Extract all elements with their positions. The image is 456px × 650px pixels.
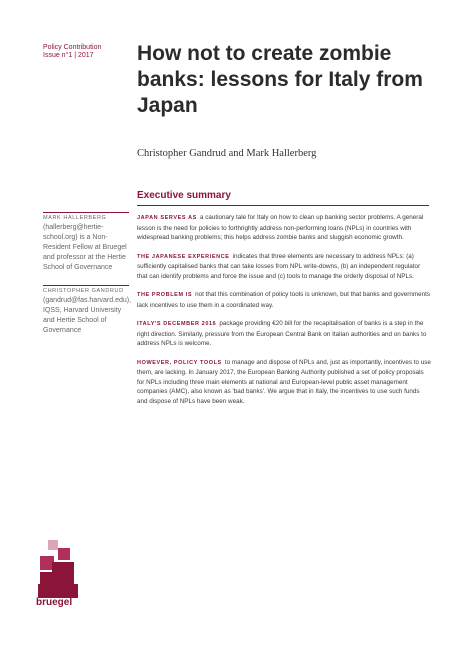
author-bio-1 [43, 212, 129, 273]
paragraph-text: a cautionary tale for Italy on how to clean up banking sector problems. A general lesson is the need for policies to forthrightly address non-performing loans (NPLs) in countries with widespread banking problems; this helps address zombie banks and sluggish economic growth. [137, 214, 424, 241]
executive-summary-heading: Executive summary [137, 190, 231, 201]
paragraph-lead: HOWEVER, POLICY TOOLS [137, 359, 222, 366]
summary-paragraph [137, 358, 431, 407]
paragraph-lead: THE PROBLEM IS [137, 292, 193, 298]
bio-divider [43, 212, 129, 213]
paragraph-text: not that this combination of policy tools is unknown, but that banks and governments lack incentives to use them in a coordinated way. [137, 291, 431, 309]
paragraph-lead: JAPAN SERVES AS [137, 215, 197, 221]
issue-number: Issue n°1 | 2017 [43, 52, 94, 59]
summary-paragraph [137, 252, 431, 282]
paragraph-lead: ITALY'S DECEMBER 2016 [137, 321, 217, 327]
paragraph-text: to manage and dispose of NPLs and, just as importantly, incentives to use them, are lacking. In January 2017, the European Banking Authority published a set of policy proposals for NPLs including three main elements at national and European-level public asset management companies (AMC), also known as 'bad banks'. We argue that in Italy, the incentives to use such funds and dispose of NPLs have been weak. [137, 358, 431, 405]
executive-summary-body [137, 213, 431, 415]
series-label [43, 44, 101, 60]
paragraph-text: package providing €20 bill for the recapitalisation of banks is a step in the right direction. Similarly, pressure from the European Central Bank on Italian authorities and on banks to address NPLs is welcome. [137, 320, 427, 347]
summary-paragraph [137, 290, 431, 310]
author-bio-text: (hallerberg@hertie-school.org) is a Non-Resident Fellow at Bruegel and professor at the Hertie School of Governance [43, 224, 127, 271]
paragraph-lead: THE JAPANESE EXPERIENCE [137, 253, 230, 260]
author-bio-2 [43, 285, 132, 336]
heading-divider [137, 205, 429, 206]
page-title: How not to create zombie banks: lessons for Italy from Japan [137, 42, 423, 117]
author-bio-text: (gandrud@fas.harvard.edu), IQSS, Harvard University and Hertie School of Governance [43, 297, 132, 334]
author-line: Christopher Gandrud and Mark Hallerberg [137, 148, 317, 159]
paragraph-text: indicates that three elements are necessary to address NPLs: (a) sufficiently capitalised banks that can take losses from NPL write-downs, (b) an independent regulator that can identify problems and force the issue and (c) tools to manage the orderly disposal of NPLs. [137, 252, 421, 280]
author-bio-name: MARK HALLERBERG [43, 215, 107, 221]
bio-divider [43, 285, 129, 286]
logo-wordmark: bruegel [36, 597, 73, 608]
summary-paragraph [137, 213, 431, 243]
author-bio-name: CHRISTOPHER GANDRUD [43, 288, 124, 294]
summary-paragraph [137, 319, 431, 349]
bruegel-logo-icon [38, 540, 78, 600]
series-title: Policy Contribution [43, 44, 102, 51]
